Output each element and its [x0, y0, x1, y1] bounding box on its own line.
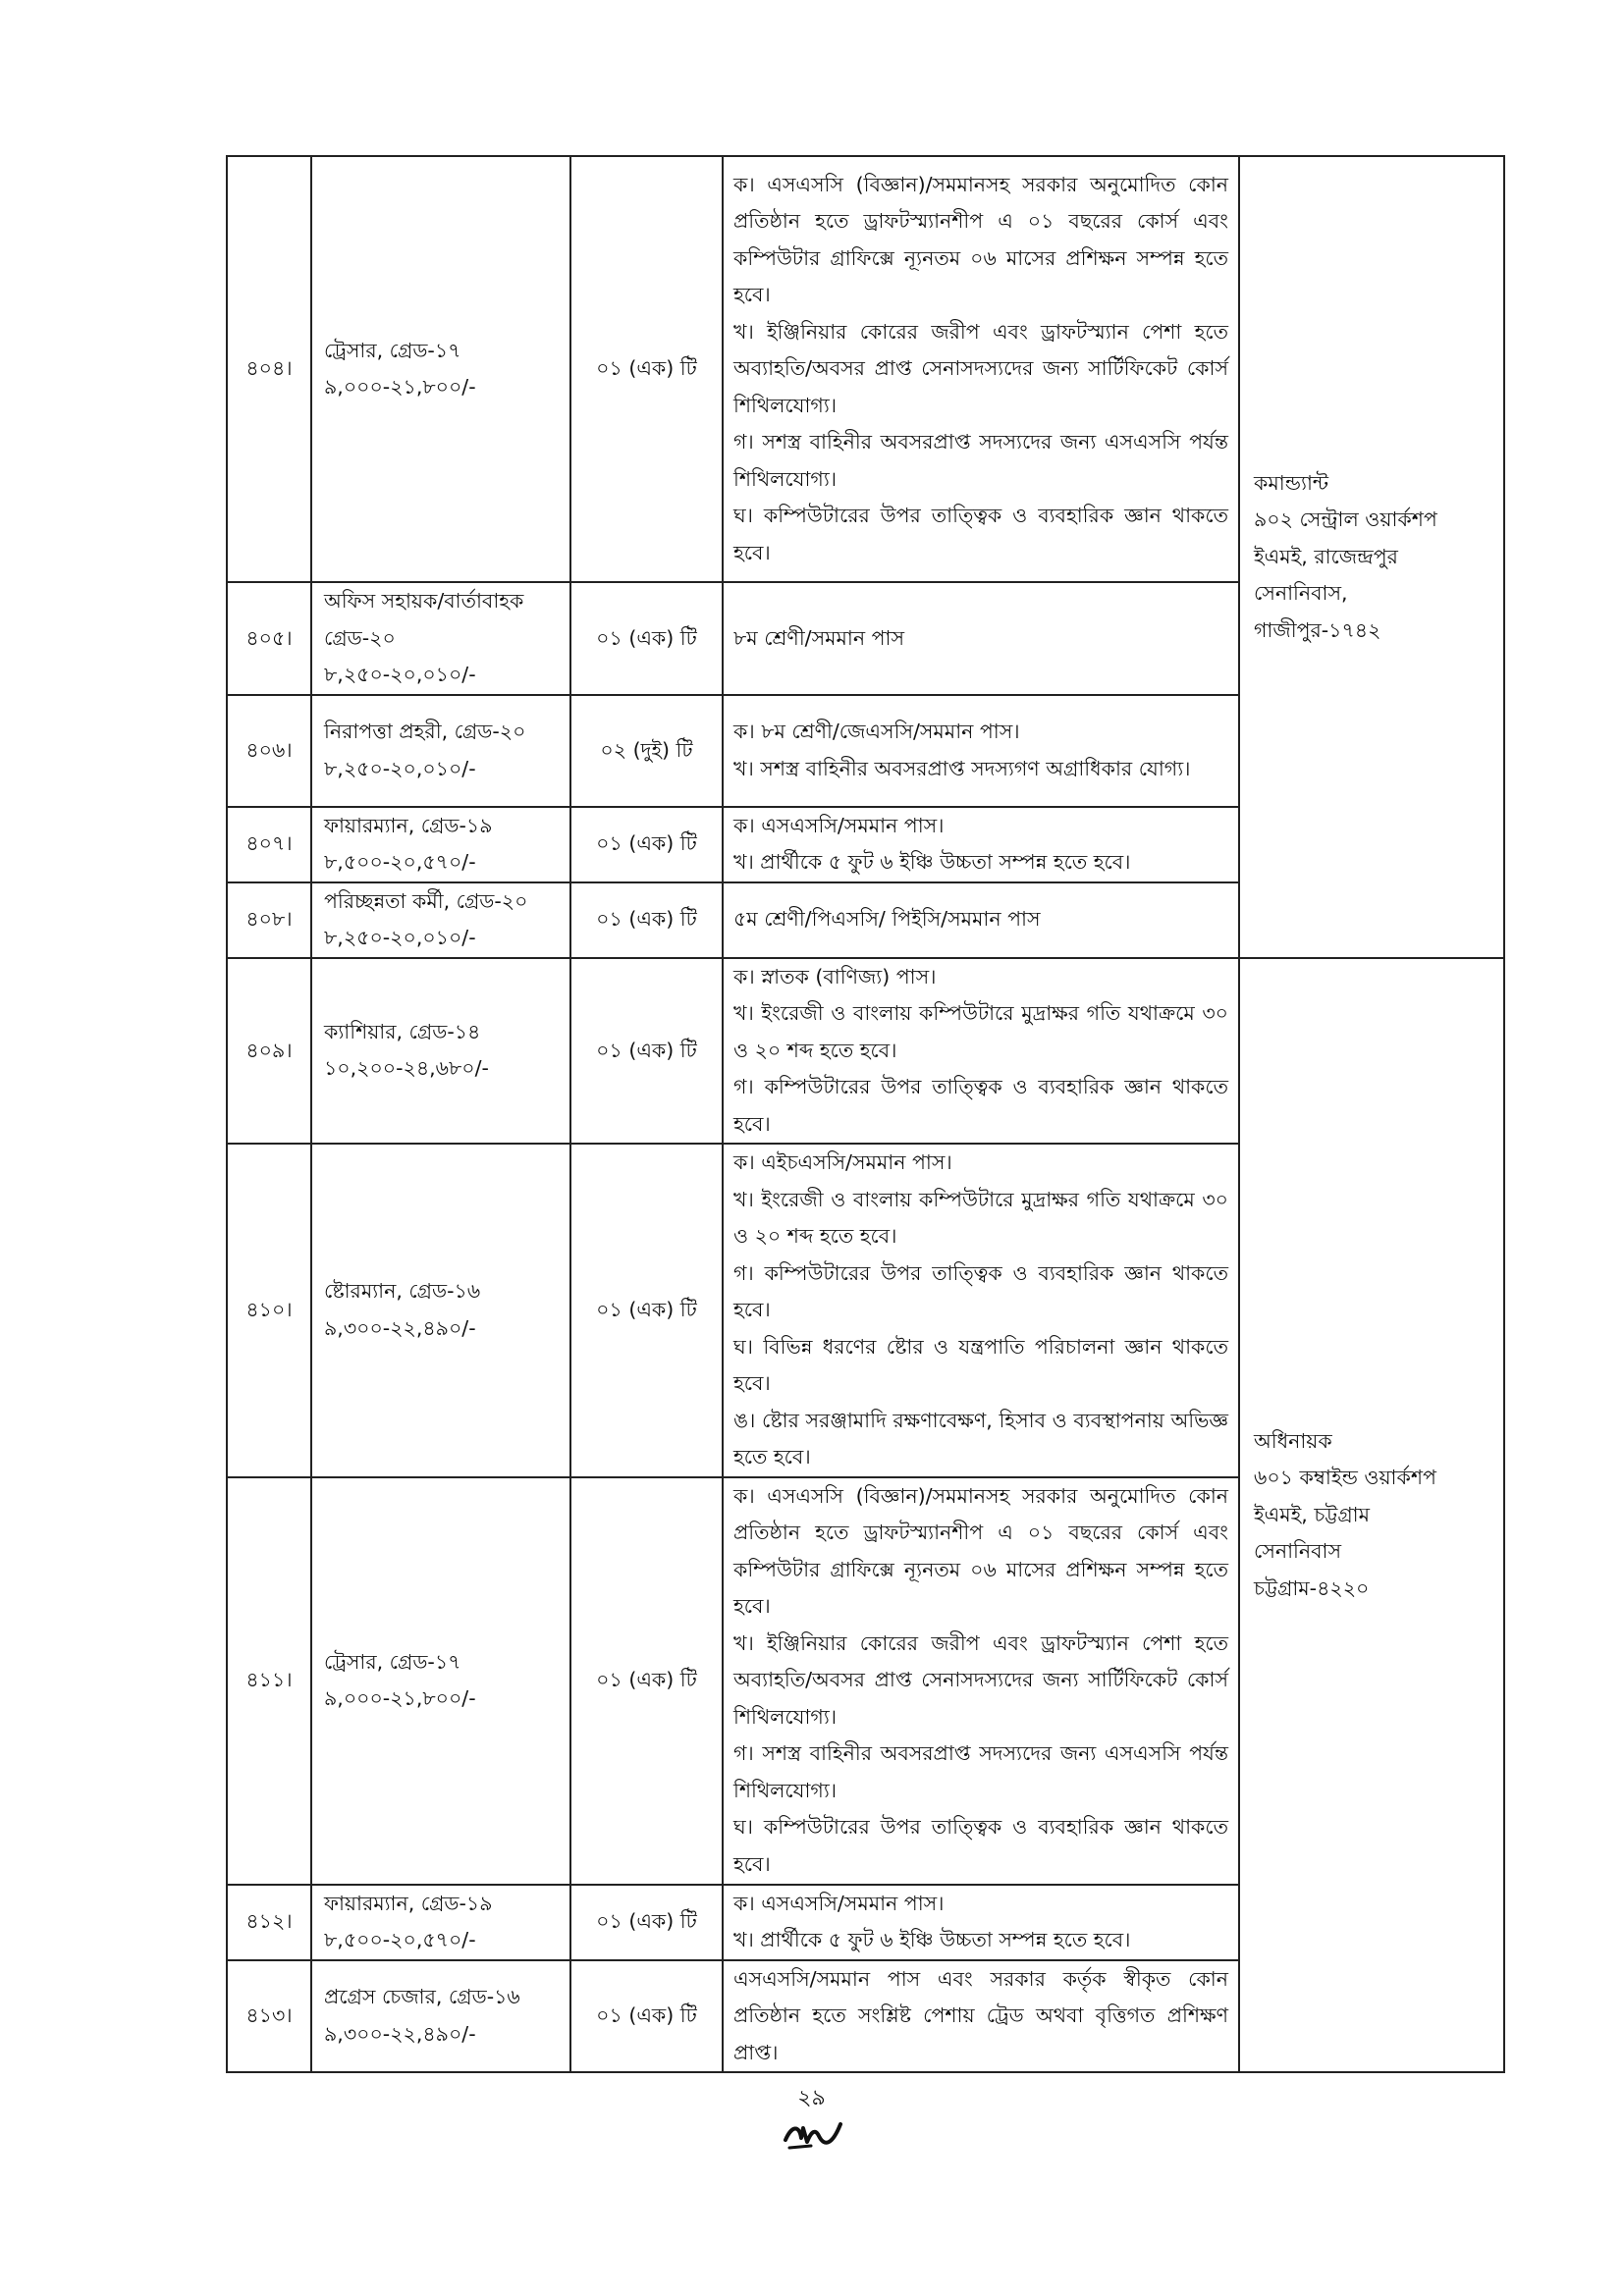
post-cell [311, 882, 570, 958]
vacancy-count-cell: ০১ (এক) টি [570, 807, 723, 882]
requirement-item: গ। কম্পিউটারের উপর তাত্ত্বিক ও ব্যবহারিক জ্ঞান থাকতে হবে। [733, 1075, 1228, 1136]
post-cell [311, 1144, 570, 1477]
post-line: পরিচ্ছন্নতা কর্মী, গ্রেড-২০ [324, 888, 528, 913]
requirement-item: গ। সশস্ত্র বাহিনীর অবসরপ্রাপ্ত সদস্যদের জন্য এসএসসি পর্যন্ত শিথিলযোগ্য। [733, 1741, 1228, 1802]
post-line: ৮,২৫০-২০,০১০/- [324, 756, 476, 780]
requirement-item: খ। প্রার্থীকে ৫ ফুট ৬ ইঞ্চি উচ্চতা সম্পন্ন হতে হবে। [733, 1928, 1131, 1951]
table-row [227, 156, 1504, 582]
post-line: ষ্টোরম্যান, গ্রেড-১৬ [324, 1279, 481, 1304]
post-line: ক্যাশিয়ার, গ্রেড-১৪ [324, 1019, 481, 1043]
serial-cell: ৪০৭। [227, 807, 311, 882]
serial-cell: ৪০৬। [227, 695, 311, 807]
post-line: ৮,৫০০-২০,৫৭০/- [324, 850, 476, 874]
post-line: ফায়ারম্যান, গ্রেড-১৯ [324, 813, 493, 837]
vacancy-table [226, 155, 1505, 2073]
requirement-item: ক। এসএসসি/সমমান পাস। [733, 813, 945, 837]
vacancy-count-cell: ০১ (এক) টি [570, 582, 723, 695]
serial-cell: ৪১০। [227, 1144, 311, 1477]
post-cell [311, 1960, 570, 2073]
post-cell [311, 582, 570, 695]
serial-cell: ৪০৮। [227, 882, 311, 958]
post-line: ৯,০০০-২১,৮০০/- [324, 375, 476, 399]
office-line: ৬০১ কম্বাইন্ড ওয়ার্কশপ [1254, 1466, 1436, 1489]
post-line: ৯,৩০০-২২,৪৯০/- [324, 1315, 476, 1340]
requirement-item: ক। স্নাতক (বাণিজ্য) পাস। [733, 964, 937, 988]
serial-cell: ৪০৯। [227, 958, 311, 1145]
vacancy-count-cell: ০১ (এক) টি [570, 1885, 723, 1960]
post-cell [311, 807, 570, 882]
vacancy-count-cell: ০১ (এক) টি [570, 882, 723, 958]
post-cell [311, 1885, 570, 1960]
requirement-item: ৫ম শ্রেণী/পিএসসি/ পিইসি/সমমান পাস [733, 907, 1041, 932]
office-line: চট্টগ্রাম-৪২২০ [1254, 1575, 1370, 1600]
requirement-item: ক। এসএসসি (বিজ্ঞান)/সমমানসহ সরকার অনুমোদিত কোন প্রতিষ্ঠান হতে ড্রাফটস্ম্যানশীপ এ ০১ বছরের কোর্স এবং কম্পিউটার গ্রাফিক্সে ন্যূনতম ০৬ মাসের প্রশিক্ষন সম্পন্ন হতে হবে। [733, 172, 1228, 307]
office-line: গাজীপুর-১৭৪২ [1254, 617, 1381, 642]
page-number: ২৯ [797, 2086, 826, 2110]
requirement-item: ক। এইচএসসি/সমমান পাস। [733, 1150, 952, 1174]
requirement-item: ঘ। বিভিন্ন ধরণের ষ্টোর ও যন্ত্রপাতি পরিচালনা জ্ঞান থাকতে হবে। [733, 1334, 1228, 1395]
post-line: ৮,৫০০-২০,৫৭০/- [324, 1928, 476, 1951]
post-line: অফিস সহায়ক/বার্তাবাহক [324, 589, 524, 613]
requirement-item: খ। প্রার্থীকে ৫ ফুট ৬ ইঞ্চি উচ্চতা সম্পন্ন হতে হবে। [733, 850, 1131, 874]
post-line: ট্রেসার, গ্রেড-১৭ [324, 338, 461, 362]
office-line: সেনানিবাস [1254, 1539, 1342, 1563]
requirements-cell [723, 1885, 1239, 1960]
requirements-cell [723, 156, 1239, 582]
vacancy-table-body [227, 156, 1504, 2072]
vacancy-count-cell: ০১ (এক) টি [570, 1960, 723, 2073]
requirement-item: ঘ। কম্পিউটারের উপর তাত্ত্বিক ও ব্যবহারিক জ্ঞান থাকতে হবে। [733, 1815, 1228, 1876]
post-line: নিরাপত্তা প্রহরী, গ্রেড-২০ [324, 720, 526, 743]
post-line: ৮,২৫০-২০,০১০/- [324, 663, 476, 686]
requirements-cell [723, 582, 1239, 695]
office-line: কমান্ড্যান্ট [1254, 470, 1329, 495]
office-cell [1239, 958, 1504, 2073]
requirement-item: গ। কম্পিউটারের উপর তাত্ত্বিক ও ব্যবহারিক জ্ঞান থাকতে হবে। [733, 1260, 1228, 1321]
table-row [227, 958, 1504, 1145]
post-line: ৮,২৫০-২০,০১০/- [324, 926, 476, 949]
office-cell [1239, 156, 1504, 958]
post-line: ৯,০০০-২১,৮০০/- [324, 1686, 476, 1710]
post-line: প্রগ্রেস চেজার, গ্রেড-১৬ [324, 1985, 520, 2009]
requirement-item: গ। সশস্ত্র বাহিনীর অবসরপ্রাপ্ত সদস্যদের জন্য এসএসসি পর্যন্ত শিথিলযোগ্য। [733, 430, 1228, 491]
office-line: ৯০২ সেন্ট্রাল ওয়ার্কশপ [1254, 507, 1437, 531]
requirement-item: ক। ৮ম শ্রেণী/জেএসসি/সমমান পাস। [733, 720, 1020, 743]
post-line: ফায়ারম্যান, গ্রেড-১৯ [324, 1891, 493, 1915]
requirements-cell [723, 1477, 1239, 1885]
requirement-item: এসএসসি/সমমান পাস এবং সরকার কর্তৃক স্বীকৃত কোন প্রতিষ্ঠান হতে সংশ্লিষ্ট পেশায় ট্রেড অথবা বৃত্তিগত প্রশিক্ষণ প্রাপ্ত। [733, 1966, 1228, 2064]
vacancy-count-cell: ০১ (এক) টি [570, 958, 723, 1145]
requirement-item: ঙ। ষ্টোর সরঞ্জামাদি রক্ষণাবেক্ষণ, হিসাব ও ব্যবস্থাপনায় অভিজ্ঞ হতে হবে। [733, 1408, 1228, 1468]
post-cell [311, 695, 570, 807]
signature-mark [782, 2118, 844, 2158]
serial-cell: ৪১৩। [227, 1960, 311, 2073]
requirement-item: ক। এসএসসি (বিজ্ঞান)/সমমানসহ সরকার অনুমোদিত কোন প্রতিষ্ঠান হতে ড্রাফটস্ম্যানশীপ এ ০১ বছরের কোর্স এবং কম্পিউটার গ্রাফিক্সে ন্যূনতম ০৬ মাসের প্রশিক্ষন সম্পন্ন হতে হবে। [733, 1483, 1228, 1619]
post-line: ৯,৩০০-২২,৪৯০/- [324, 2021, 476, 2046]
post-line: গ্রেড-২০ [324, 625, 396, 650]
vacancy-count-cell: ০১ (এক) টি [570, 1477, 723, 1885]
post-cell [311, 958, 570, 1145]
post-cell [311, 156, 570, 582]
serial-cell: ৪০৪। [227, 156, 311, 582]
office-line: ইএমই, চট্টগ্রাম [1254, 1502, 1371, 1526]
requirement-item: ঘ। কম্পিউটারের উপর তাত্ত্বিক ও ব্যবহারিক জ্ঞান থাকতে হবে। [733, 504, 1228, 564]
requirements-cell [723, 695, 1239, 807]
requirement-item: খ। ইঞ্জিনিয়ার কোরের জরীপ এবং ড্রাফটস্ম্যান পেশা হতে অব্যাহতি/অবসর প্রাপ্ত সেনাসদস্যদের জন্য সার্টিফিকেট কোর্স শিথিলযোগ্য। [733, 319, 1228, 417]
serial-cell: ৪০৫। [227, 582, 311, 695]
serial-cell: ৪১১। [227, 1477, 311, 1885]
post-line: ১০,২০০-২৪,৬৮০/- [324, 1056, 489, 1081]
requirements-cell [723, 1960, 1239, 2073]
requirement-item: ক। এসএসসি/সমমান পাস। [733, 1891, 945, 1915]
office-line: সেনানিবাস, [1254, 581, 1348, 605]
serial-cell: ৪১২। [227, 1885, 311, 1960]
office-line: অধিনায়ক [1254, 1428, 1332, 1453]
requirement-item: ৮ম শ্রেণী/সমমান পাস [733, 625, 904, 650]
requirements-cell [723, 1144, 1239, 1477]
office-line: ইএমই, রাজেন্দ্রপুর [1254, 544, 1398, 568]
post-cell [311, 1477, 570, 1885]
vacancy-count-cell: ০২ (দুই) টি [570, 695, 723, 807]
requirement-item: খ। ইংরেজী ও বাংলায় কম্পিউটারে মুদ্রাক্ষর গতি যথাক্রমে ৩০ ও ২০ শব্দ হতে হবে। [733, 1187, 1228, 1248]
vacancy-count-cell: ০১ (এক) টি [570, 156, 723, 582]
requirements-cell [723, 882, 1239, 958]
requirement-item: খ। ইংরেজী ও বাংলায় কম্পিউটারে মুদ্রাক্ষর গতি যথাক্রমে ৩০ ও ২০ শব্দ হতে হবে। [733, 1001, 1228, 1062]
requirements-cell [723, 958, 1239, 1145]
requirement-item: খ। ইঞ্জিনিয়ার কোরের জরীপ এবং ড্রাফটস্ম্যান পেশা হতে অব্যাহতি/অবসর প্রাপ্ত সেনাসদস্যদের জন্য সার্টিফিকেট কোর্স শিথিলযোগ্য। [733, 1630, 1228, 1729]
requirements-cell [723, 807, 1239, 882]
post-line: ট্রেসার, গ্রেড-১৭ [324, 1649, 461, 1674]
vacancy-count-cell: ০১ (এক) টি [570, 1144, 723, 1477]
requirement-item: খ। সশস্ত্র বাহিনীর অবসরপ্রাপ্ত সদস্যগণ অগ্রাধিকার যোগ্য। [733, 756, 1191, 780]
